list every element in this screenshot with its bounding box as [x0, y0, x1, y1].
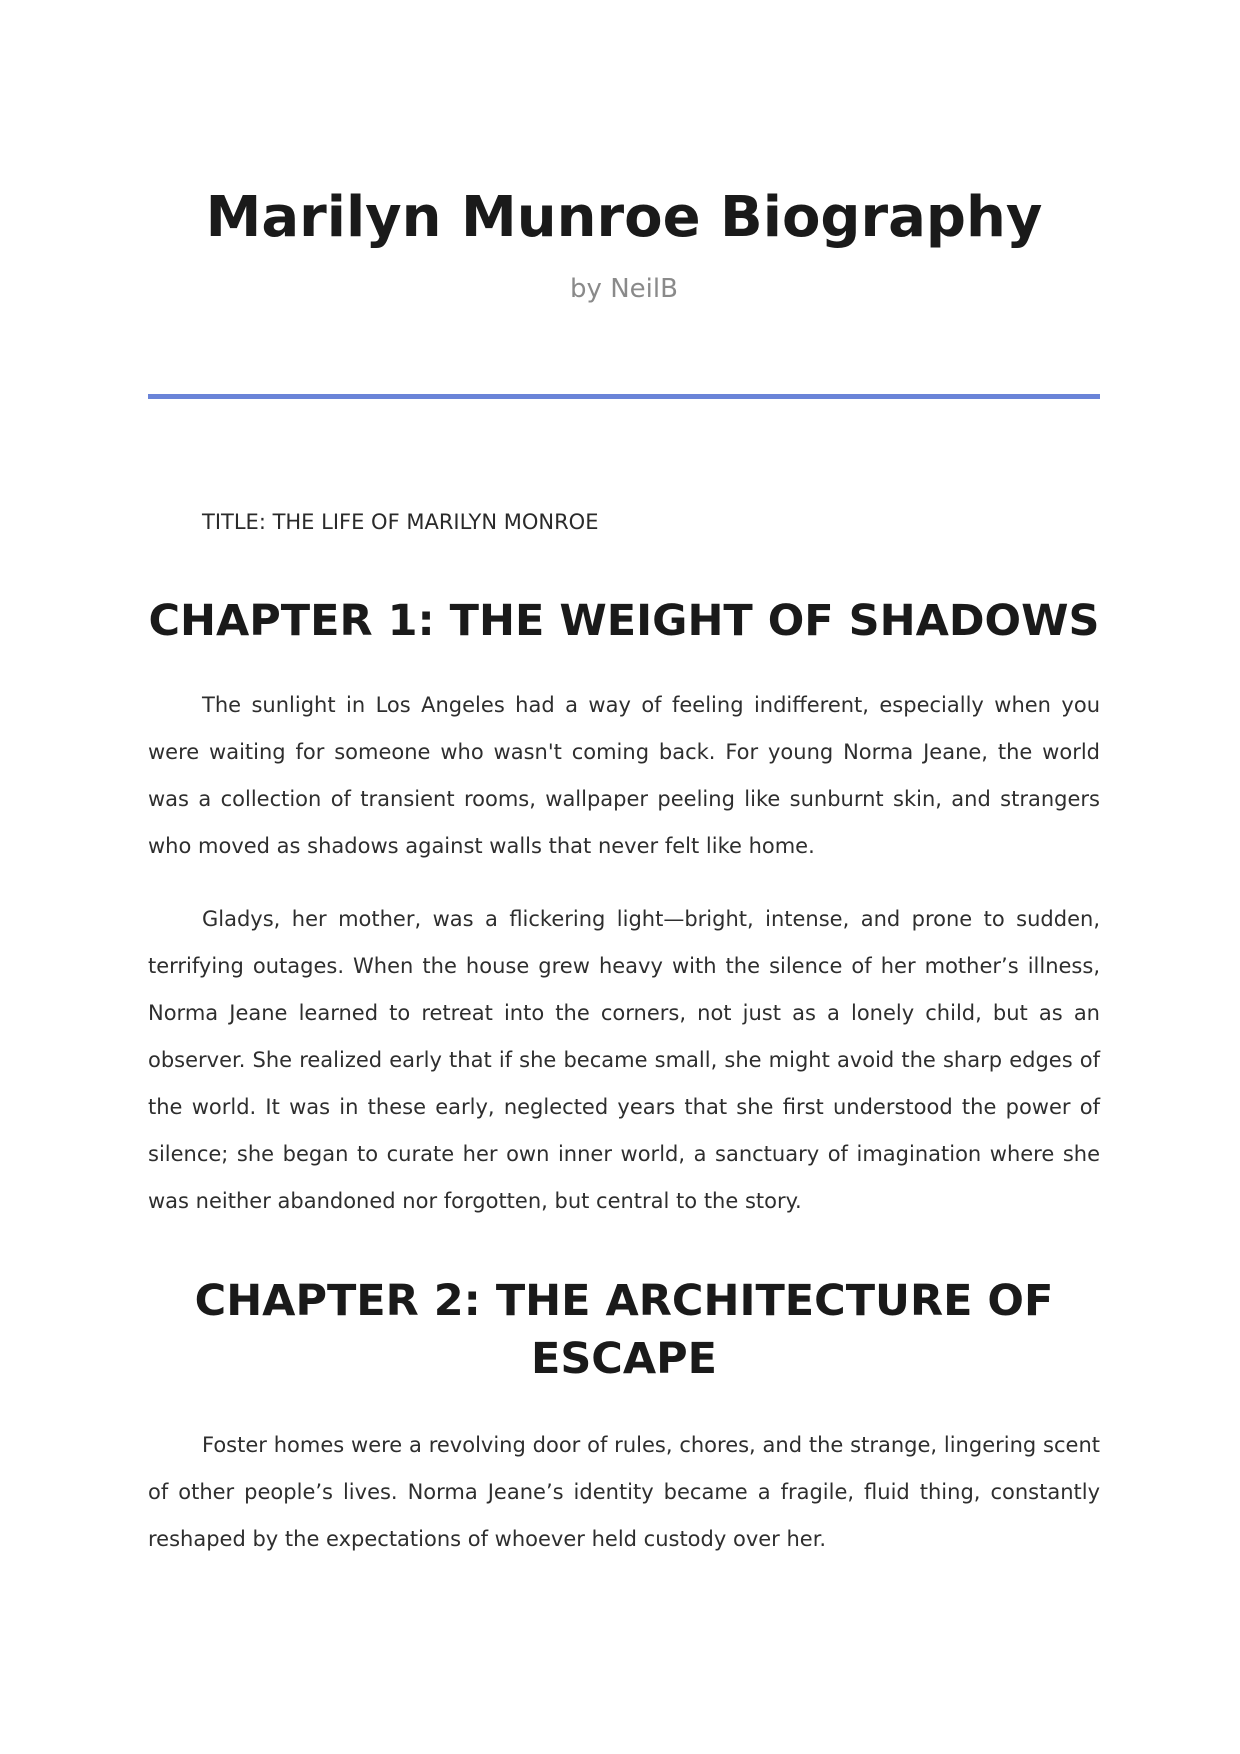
document-author: by NeilB: [570, 274, 678, 304]
document-title: Marilyn Munroe Biography: [205, 185, 1043, 250]
chapter-1-paragraph-1: The sunlight in Los Angeles had a way of feeling indifferent, especially when you were waiting for someone who wasn't coming back. For young Norma Jeane, the world was a collection of transient rooms, wallpaper peeling like sunburnt skin, and strangers who moved as shadows against walls that never felt like home.: [148, 693, 1100, 858]
chapter-1-heading: CHAPTER 1: THE WEIGHT OF SHADOWS: [148, 596, 1100, 646]
chapter-2-heading: CHAPTER 2: THE ARCHITECTURE OF ESCAPE: [194, 1276, 1054, 1384]
header-divider: [148, 394, 1100, 399]
chapter-2-paragraph-1: Foster homes were a revolving door of rules, chores, and the strange, lingering scent of other people’s lives. Norma Jeane’s identity became a fragile, fluid thing, constantly reshaped by the expectations of whoever held custody over her.: [148, 1433, 1100, 1551]
book-title-line: TITLE: THE LIFE OF MARILYN MONROE: [202, 510, 599, 534]
chapter-1-paragraph-2: Gladys, her mother, was a flickering light—bright, intense, and prone to sudden, terrifying outages. When the house grew heavy with the silence of her mother’s illness, Norma Jeane learned to retreat into the corners, not just as a lonely child, but as an observer. She realized early that if she became small, she might avoid the sharp edges of the world. It was in these early, neglected years that she first understood the power of silence; she began to curate her own inner world, a sanctuary of imagination where she was neither abandoned nor forgotten, but central to the story.: [148, 907, 1100, 1213]
